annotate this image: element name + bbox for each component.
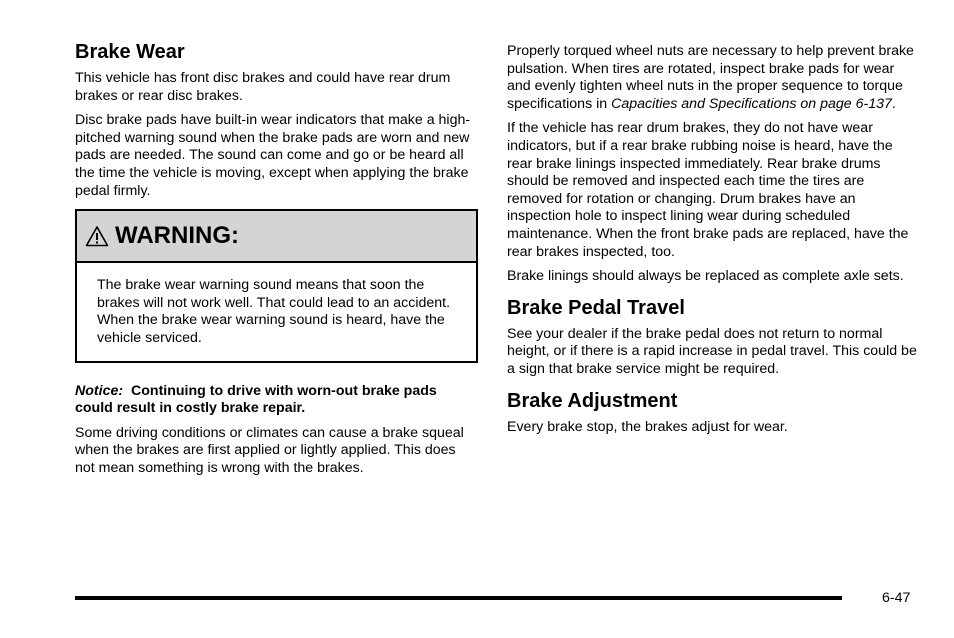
warning-body xyxy=(77,263,476,360)
warning-title: WARNING: xyxy=(115,222,239,250)
right-column xyxy=(507,43,917,443)
paragraph-wheel-nuts xyxy=(507,43,917,113)
notice-text: Continuing to drive with worn-out brake pads could result in costly brake repair. xyxy=(75,382,437,417)
paragraph-axle-sets: Brake linings should always be replaced as complete axle sets. xyxy=(507,268,904,285)
warning-header xyxy=(77,211,476,263)
section-heading-brake-pedal-travel: Brake Pedal Travel xyxy=(507,296,685,319)
paragraph-pedal-travel: See your dealer if the brake pedal does not return to normal height, or if there is a rapid increase in pedal travel. This could be a sign that brake service might be required. xyxy=(507,325,917,377)
warning-text: The brake wear warning sound means that soon the brakes will not work well. That could lead to an accident. When the brake wear warning sound is heard, have the vehicle serviced. xyxy=(97,277,451,346)
section-heading-brake-adjustment: Brake Adjustment xyxy=(507,389,678,412)
warning-triangle-icon xyxy=(85,225,109,247)
notice-label: Notice: xyxy=(75,382,124,399)
page-number: 6-47 xyxy=(882,590,911,606)
left-column xyxy=(75,40,478,485)
section-heading-brake-wear: Brake Wear xyxy=(75,41,185,63)
paragraph-brake-squeal: Some driving conditions or climates can cause a brake squeal when the brakes are first applied or lightly applied. This does not mean something is wrong with the brakes. xyxy=(75,424,464,476)
capacities-reference: Capacities and Specifications on page 6-137 xyxy=(611,95,892,112)
period: . xyxy=(891,95,896,112)
notice-paragraph xyxy=(75,383,478,418)
paragraph-brake-adjustment: Every brake stop, the brakes adjust for wear. xyxy=(507,418,788,435)
warning-box xyxy=(75,209,478,362)
paragraph-brake-types: This vehicle has front disc brakes and could have rear drum brakes or rear disc brakes. xyxy=(75,70,451,104)
wheel-nuts-text: Properly torqued wheel nuts are necessary to help prevent brake pulsation. When tires are rotated, inspect brake pads for wear and evenly tighten wheel nuts in the proper sequence to torque specifications in xyxy=(507,43,914,112)
paragraph-wear-indicators: Disc brake pads have built-in wear indicators that make a high-pitched warning sound when the brake pads are worn and new pads are needed. The sound can come and go or be heard all the time the vehicle is moving, except when applying the brake pedal firmly. xyxy=(75,112,471,199)
paragraph-rear-drum-brakes: If the vehicle has rear drum brakes, they do not have wear indicators, but if a rear brake rubbing noise is heard, have the rear brake linings inspected immediately. Rear brake drums should be removed and inspected each time the tires are removed for rotation or changing. Drum brakes have an inspection hole to inspect lining wear during scheduled maintenance. When the front brake pads are replaced, have the rear brakes inspected, too. xyxy=(507,120,909,260)
footer-rule xyxy=(75,596,842,600)
